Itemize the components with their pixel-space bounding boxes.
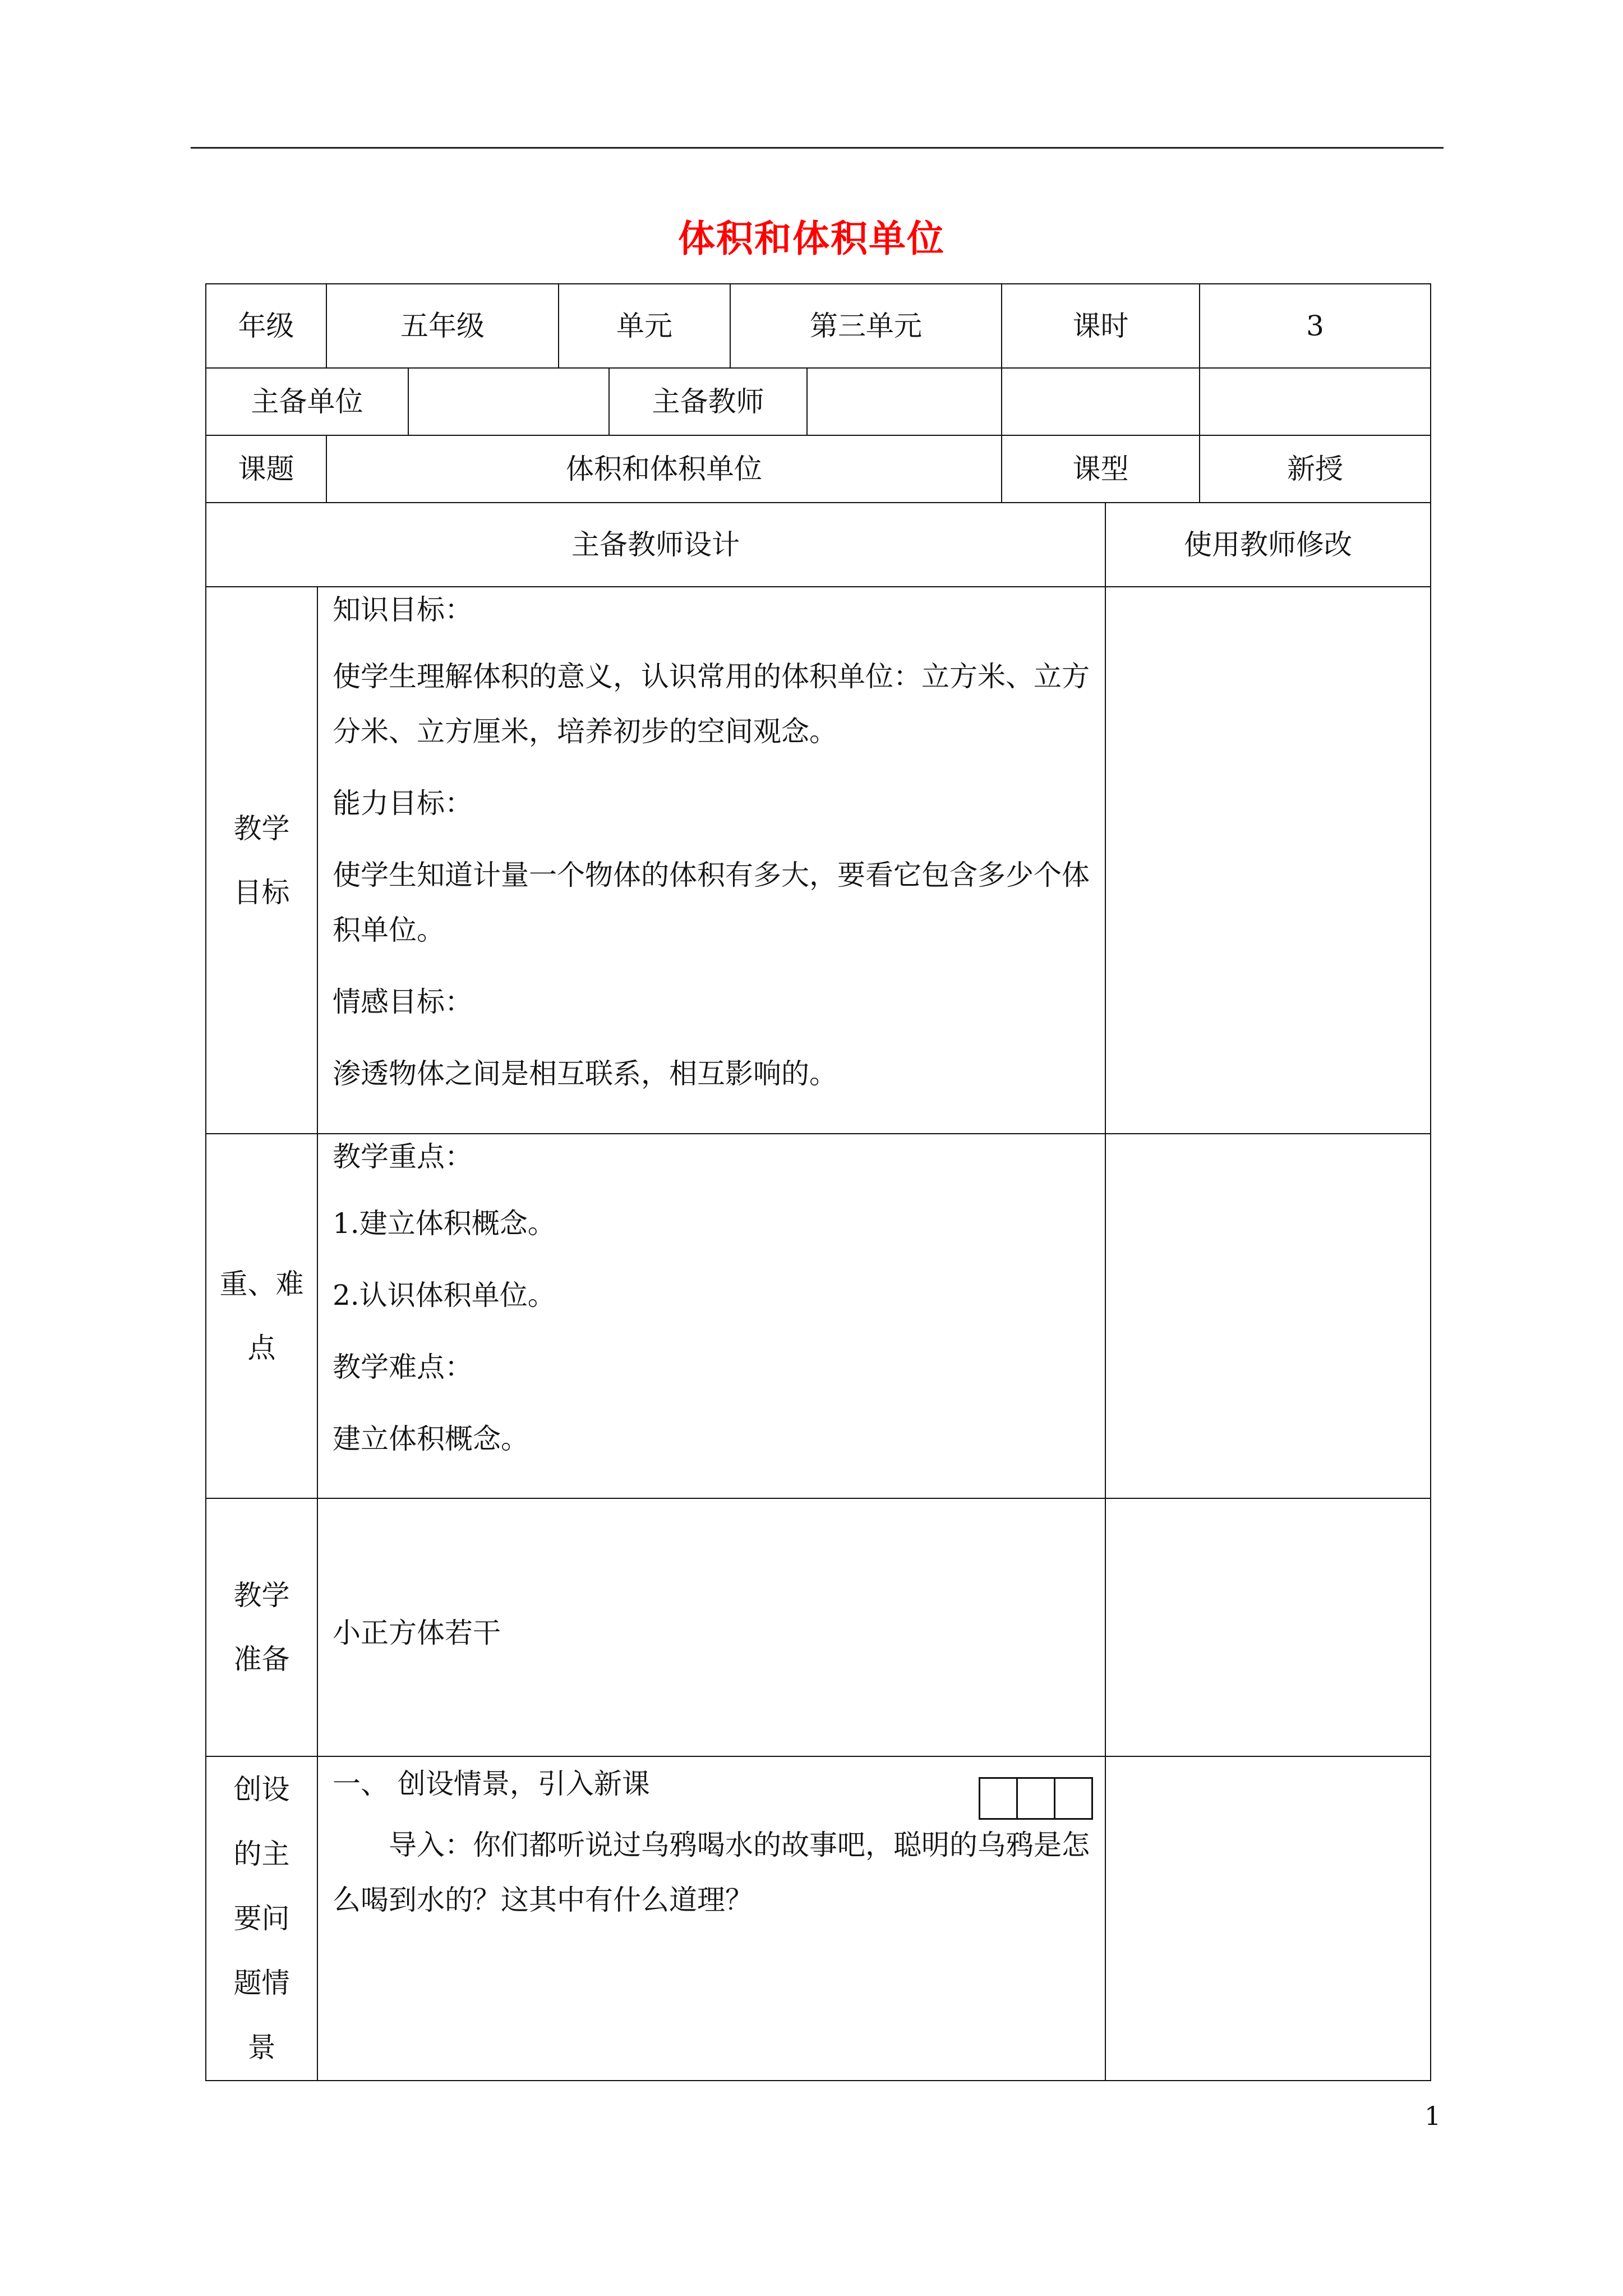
scenario-label-line-1: 创设 — [233, 1773, 290, 1806]
scenario-intro-text: 导入：你们都听说过乌鸦喝水的故事吧，聪明的乌鸦是怎么喝到水的？这其中有什么道理？ — [333, 1829, 1090, 1916]
grade-value-cell — [326, 283, 559, 369]
answer-box — [979, 1777, 1018, 1820]
scenario-modify-cell — [1105, 1756, 1431, 2081]
lead-unit-label-cell — [205, 367, 409, 436]
scenario-label-line-2: 的主 — [233, 1837, 290, 1870]
key-points-label-line-2: 点 — [247, 1332, 276, 1364]
scenario-label-line-4: 题情 — [233, 1966, 290, 1999]
objectives-content-cell — [317, 586, 1106, 1134]
grade-label: 年级 — [238, 310, 294, 342]
blank-cell-1 — [1001, 367, 1200, 436]
topic-label: 课题 — [238, 453, 294, 485]
period-value-cell — [1199, 283, 1431, 369]
scenario-heading: 一、 创设情景，引入新课 — [333, 1768, 650, 1800]
modify-header: 使用教师修改 — [1184, 528, 1352, 561]
ability-heading: 能力目标： — [333, 787, 473, 820]
lead-teacher-label-cell — [608, 367, 808, 436]
key-points-content-cell — [317, 1133, 1106, 1499]
knowledge-heading: 知识目标： — [333, 593, 473, 626]
grade-value: 五年级 — [400, 310, 485, 342]
page-number: 1 — [1424, 2101, 1441, 2131]
key-point-2: 2.认识体积单位。 — [333, 1279, 556, 1312]
preparation-label-line-2: 准备 — [233, 1643, 290, 1676]
lead-teacher-value-cell — [806, 367, 1002, 436]
topic-label-cell — [205, 435, 327, 503]
modify-header-cell — [1105, 502, 1431, 587]
emotion-text: 渗透物体之间是相互联系，相互影响的。 — [333, 1057, 837, 1090]
unit-label-cell — [558, 283, 731, 369]
header-rule — [191, 147, 1444, 149]
answer-box — [1054, 1777, 1093, 1820]
preparation-label-line-1: 教学 — [233, 1579, 290, 1612]
difficult-text: 建立体积概念。 — [333, 1423, 529, 1455]
preparation-text: 小正方体若干 — [333, 1617, 501, 1649]
preparation-content-cell — [317, 1498, 1106, 1757]
key-points-label-line-1: 重、难 — [219, 1268, 304, 1300]
key-heading: 教学重点： — [333, 1140, 473, 1173]
period-value: 3 — [1306, 310, 1324, 342]
objectives-label-line-1: 教学 — [233, 812, 290, 845]
lead-unit-value-cell — [408, 367, 610, 436]
lesson-type-label-cell — [1001, 435, 1200, 503]
period-label-cell — [1001, 283, 1200, 369]
scenario-label-line-3: 要问 — [233, 1902, 290, 1935]
emotion-heading: 情感目标： — [333, 986, 473, 1018]
answer-box — [1016, 1777, 1055, 1820]
preparation-label-cell — [205, 1498, 318, 1757]
preparation-modify-cell — [1105, 1498, 1431, 1757]
difficult-heading: 教学难点： — [333, 1351, 473, 1383]
objectives-label-line-2: 目标 — [233, 876, 290, 909]
topic-value-cell — [326, 435, 1002, 503]
unit-value: 第三单元 — [810, 310, 922, 342]
lead-unit-label: 主备单位 — [251, 385, 363, 418]
key-points-label-cell — [205, 1133, 318, 1499]
lesson-type-value-cell — [1199, 435, 1431, 503]
answer-boxes — [980, 1777, 1093, 1820]
lesson-type-value: 新授 — [1287, 453, 1343, 485]
knowledge-text: 使学生理解体积的意义，认识常用的体积单位：立方米、立方分米、立方厘米，培养初步的空间观念。 — [333, 660, 1090, 748]
topic-value: 体积和体积单位 — [566, 453, 762, 485]
design-header: 主备教师设计 — [571, 528, 740, 561]
objectives-modify-cell — [1105, 586, 1431, 1134]
lead-teacher-label: 主备教师 — [652, 385, 764, 418]
blank-cell-2 — [1199, 367, 1431, 436]
key-points-modify-cell — [1105, 1133, 1431, 1499]
objectives-label-cell — [205, 586, 318, 1134]
unit-value-cell — [730, 283, 1002, 369]
unit-label: 单元 — [616, 310, 672, 342]
key-point-1: 1.建立体积概念。 — [333, 1207, 556, 1240]
scenario-label-line-5: 景 — [247, 2031, 276, 2064]
design-header-cell — [205, 502, 1106, 587]
grade-label-cell — [205, 283, 327, 369]
ability-text: 使学生知道计量一个物体的体积有多大，要看它包含多少个体积单位。 — [333, 859, 1090, 946]
period-label: 课时 — [1072, 310, 1129, 342]
scenario-label-cell — [205, 1756, 318, 2081]
document-title: 体积和体积单位 — [678, 217, 945, 260]
lesson-type-label: 课型 — [1072, 453, 1129, 485]
